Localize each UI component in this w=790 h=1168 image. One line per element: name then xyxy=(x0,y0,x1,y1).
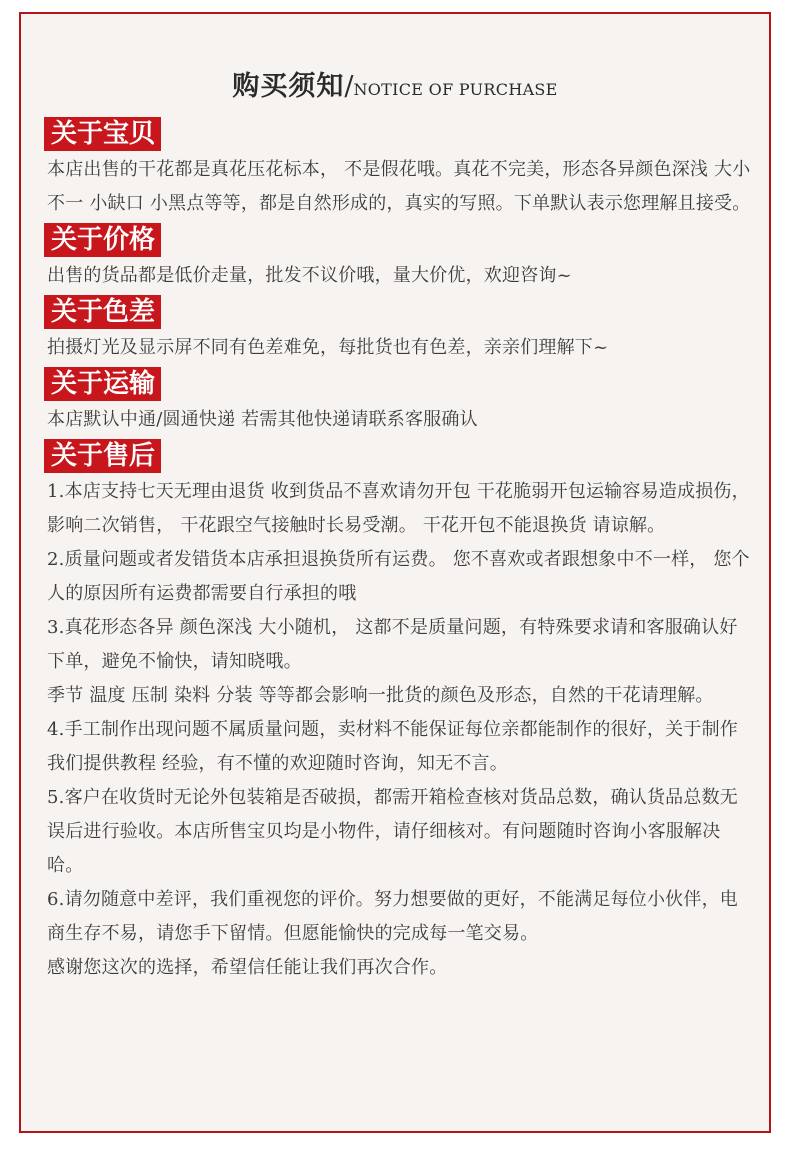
page-title xyxy=(21,64,769,103)
section-after-sales xyxy=(44,439,754,985)
section-paragraph: 本店出售的干花都是真花压花标本， 不是假花哦。真花不完美，形态各异颜色深浅 大小不一 小缺口 小黑点等等，都是自然形成的，真实的写照。下单默认表示您理解且接受。 xyxy=(47,159,751,214)
section-heading: 关于售后 xyxy=(44,439,161,473)
section-paragraph: 感谢您这次的选择，希望信任能让我们再次合作。 xyxy=(47,957,448,978)
section-paragraph: 6.请勿随意中差评，我们重视您的评价。努力想要做的更好，不能满足每位小伙伴，电商生存不易，请您手下留情。但愿能愉快的完成每一笔交易。 xyxy=(47,889,738,944)
title-english: NOTICE OF PURCHASE xyxy=(353,80,558,99)
section-heading: 关于色差 xyxy=(44,295,161,329)
notice-content xyxy=(44,117,754,987)
section-paragraph: 4.手工制作出现问题不属质量问题，卖材料不能保证每位亲都能制作的很好，关于制作我们提供教程 经验，有不懂的欢迎随时咨询，知无不言。 xyxy=(47,719,738,774)
notice-frame xyxy=(19,12,771,1133)
section-paragraph: 2.质量问题或者发错货本店承担退换货所有运费。 您不喜欢或者跟想象中不一样， 您个人的原因所有运费都需要自行承担的哦 xyxy=(47,549,750,604)
title-separator: / xyxy=(344,71,354,102)
section-paragraph: 拍摄灯光及显示屏不同有色差难免，每批货也有色差，亲亲们理解下~ xyxy=(47,337,609,358)
section-paragraph: 本店默认中通/圆通快递 若需其他快递请联系客服确认 xyxy=(47,409,478,430)
section-about-shipping xyxy=(44,367,754,437)
section-paragraph: 出售的货品都是低价走量，批发不议价哦，量大价优，欢迎咨询~ xyxy=(47,265,572,286)
section-paragraph: 5.客户在收货时无论外包装箱是否破损，都需开箱检查核对货品总数，确认货品总数无误后进行验收。本店所售宝贝均是小物件，请仔细核对。有问题随时咨询小客服解决哈。 xyxy=(47,787,738,876)
section-heading: 关于宝贝 xyxy=(44,117,161,151)
section-about-product xyxy=(44,117,754,221)
title-chinese: 购买须知 xyxy=(232,71,345,102)
section-paragraph: 3.真花形态各异 颜色深浅 大小随机， 这都不是质量问题，有特殊要求请和客服确认好下单，避免不愉快，请知晓哦。 xyxy=(47,617,738,672)
section-about-color xyxy=(44,295,754,365)
section-about-price xyxy=(44,223,754,293)
section-heading: 关于价格 xyxy=(44,223,161,257)
section-paragraph: 季节 温度 压制 染料 分装 等等都会影响一批货的颜色及形态，自然的干花请理解。 xyxy=(47,685,714,706)
section-heading: 关于运输 xyxy=(44,367,161,401)
section-paragraph: 1.本店支持七天无理由退货 收到货品不喜欢请勿开包 干花脆弱开包运输容易造成损伤，影响二次销售， 干花跟空气接触时长易受潮。 干花开包不能退换货 请谅解。 xyxy=(47,481,750,536)
